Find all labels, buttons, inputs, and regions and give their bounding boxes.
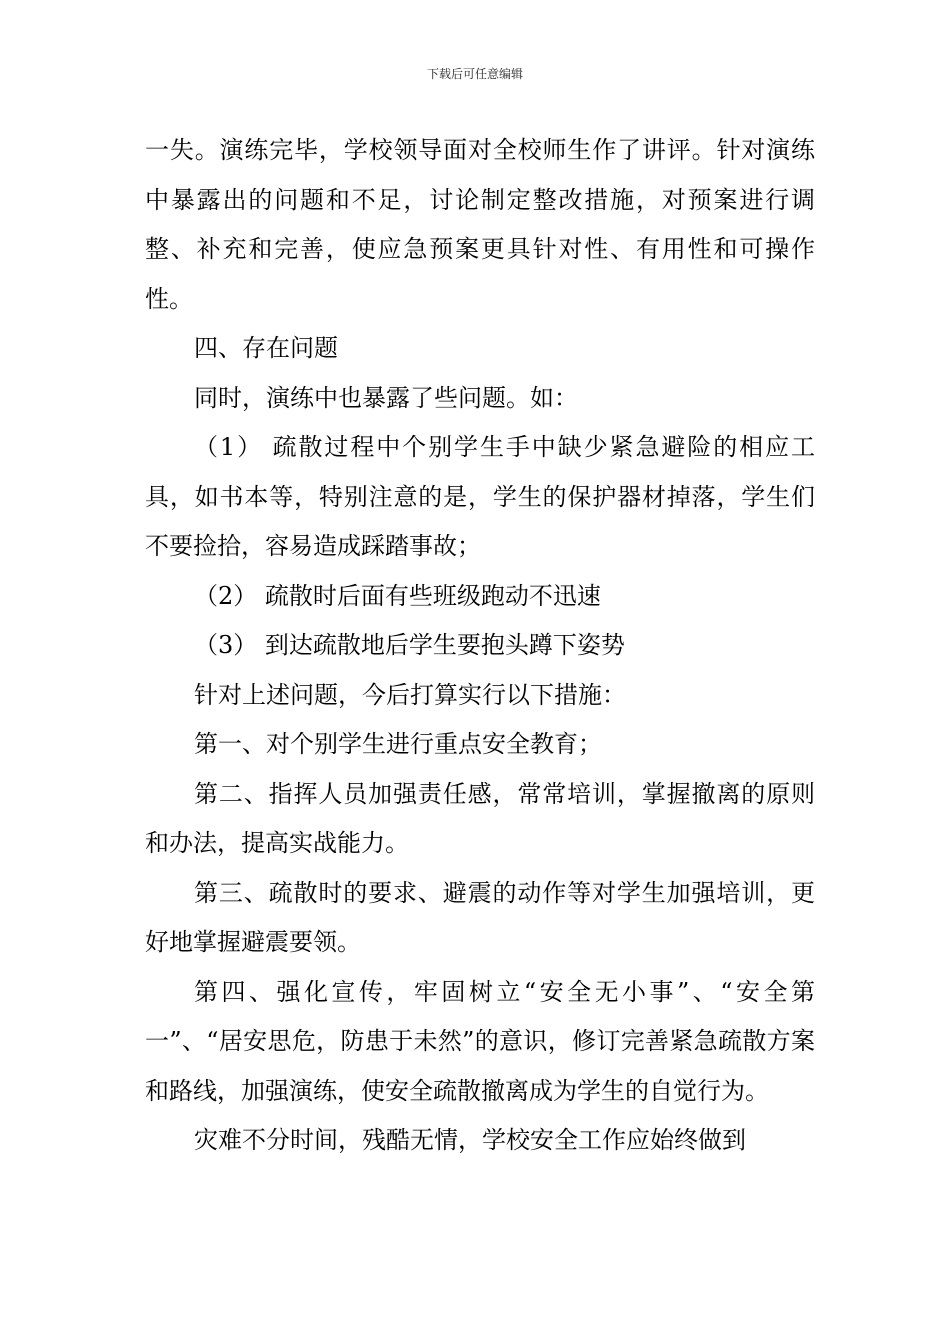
paragraph-measure-1: 第一、对个别学生进行重点安全教育； — [194, 730, 602, 758]
paragraph-measures-intro: 针对上述问题，今后打算实行以下措施： — [194, 680, 626, 709]
paragraph-measure-3: 第三、疏散时的要求、避震的动作等对学生加强培训，更好地掌握避震要领。 — [145, 878, 815, 956]
paragraph-closing: 灾难不分时间，残酷无情，学校安全工作应始终做到 — [194, 1126, 746, 1154]
paragraph-problems-intro: 同时，演练中也暴露了些问题。如： — [194, 383, 578, 412]
list-item-problem-2: （2） 疏散时后面有些班级跑动不迅速 — [194, 581, 601, 610]
paragraph-measure-4: 第四、强化宣传，牢固树立“安全无小事”、“安全第一”、“居安思危，防患于未然”的意识，修订完善紧急疏散方案和路线，加强演练，使安全疏散撤离成为学生的自觉行为。 — [145, 977, 815, 1105]
page-header-note: 下载后可任意编辑 — [426, 67, 523, 81]
list-item-problem-3: （3） 到达疏散地后学生要抱头蹲下姿势 — [194, 631, 625, 659]
document-body — [145, 126, 815, 1166]
section-heading-problems: 四、存在问题 — [194, 334, 338, 362]
paragraph-review-summary: 一失。演练完毕，学校领导面对全校师生作了讲评。针对演练中暴露出的问题和不足，讨论制定整改措施，对预案进行调整、补充和完善，使应急预案更具针对性、有用性和可操作性。 — [145, 136, 815, 313]
list-item-problem-1: （1） 疏散过程中个别学生手中缺少紧急避险的相应工具，如书本等，特别注意的是，学生的保护器材掉落，学生们不要捡拾，容易造成踩踏事故； — [145, 433, 815, 560]
paragraph-measure-2: 第二、指挥人员加强责任感，常常培训，掌握撤离的原则和办法，提高实战能力。 — [145, 779, 815, 857]
